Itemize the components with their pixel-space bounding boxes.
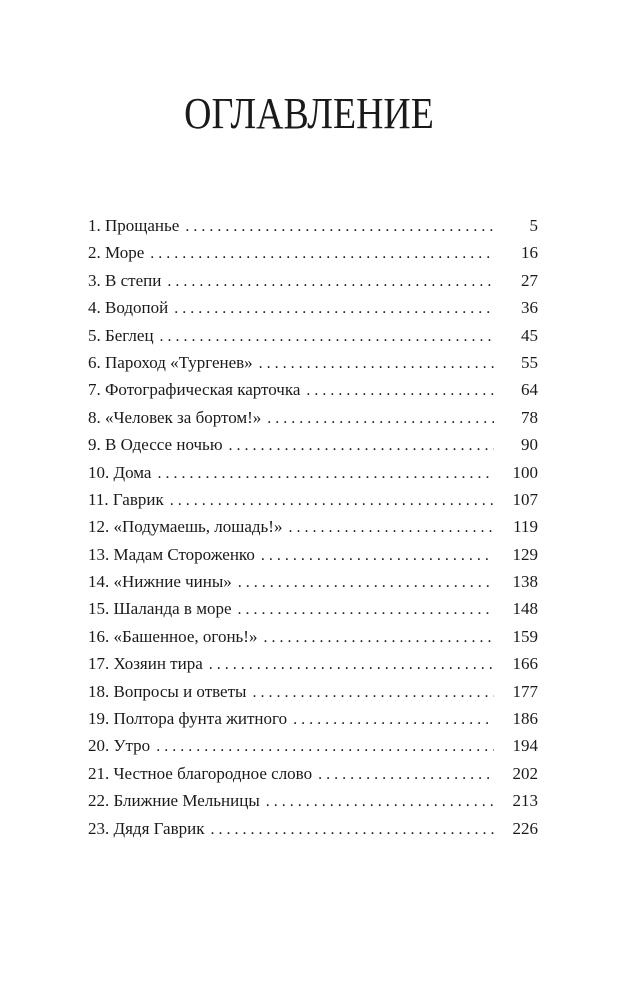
toc-entry-page-number: 100: [512, 462, 538, 482]
toc-entry-page-number: 16: [521, 243, 538, 263]
toc-entry-title: 22. Ближние Мельницы: [88, 791, 260, 811]
dot-leader: [261, 542, 494, 569]
toc-entry-page-number: 138: [512, 572, 538, 592]
toc-entry: [88, 568, 538, 595]
dot-leader: [185, 213, 494, 240]
toc-entry-title: 18. Вопросы и ответы: [88, 681, 247, 701]
toc-entry: [88, 595, 538, 622]
toc-entry-page-number: 107: [512, 489, 538, 509]
toc-entry-title: 14. «Нижние чины»: [88, 572, 232, 592]
dot-leader: [150, 240, 494, 267]
dot-leader: [238, 596, 495, 623]
toc-entry: [88, 267, 538, 294]
dot-leader: [259, 350, 494, 377]
toc-entry-page-number: 5: [529, 216, 538, 235]
dot-leader: [209, 651, 494, 678]
toc-entry: [88, 541, 538, 568]
toc-entry-title: 15. Шаланда в море: [88, 599, 232, 619]
toc-entry-page-number: 213: [512, 791, 538, 811]
dot-leader: [306, 377, 494, 404]
toc-entry: [88, 431, 538, 458]
toc-entry: [88, 787, 538, 814]
toc-entry-title: 1. Прощанье: [88, 216, 180, 235]
toc-entry-title: 2. Море: [88, 243, 145, 263]
toc-entry-title: 13. Мадам Стороженко: [88, 544, 255, 564]
toc-entry-title: 4. Водопой: [88, 298, 169, 318]
toc-entry-title: 8. «Человек за бортом!»: [88, 407, 262, 427]
toc-entry-title: 5. Беглец: [88, 325, 154, 345]
toc-entry-title: 3. В степи: [88, 270, 162, 290]
toc-entry-title: 19. Полтора фунта житного: [88, 709, 288, 729]
toc-entry-title: 6. Пароход «Тургенев»: [88, 352, 253, 372]
toc-entry: [88, 322, 538, 349]
dot-leader: [174, 295, 494, 322]
toc-entry-title: 12. «Подумаешь, лошадь!»: [88, 517, 283, 537]
toc-entry-page-number: 166: [512, 654, 538, 674]
dot-leader: [266, 788, 494, 815]
toc-entry-title: 7. Фотографическая карточка: [88, 380, 301, 400]
toc-entry-page-number: 202: [512, 763, 538, 783]
toc-entry: [88, 678, 538, 705]
toc-entry-page-number: 45: [521, 325, 538, 345]
dot-leader: [293, 706, 494, 733]
toc-entry: [88, 404, 538, 431]
toc-entry-page-number: 64: [521, 380, 538, 400]
toc-entry-title: 11. Гаврик: [88, 489, 164, 509]
toc-entry-page-number: 119: [513, 517, 538, 537]
toc-entry: [88, 650, 538, 677]
toc-entry: [88, 513, 538, 540]
toc-entry-title: 23. Дядя Гаврик: [88, 818, 205, 838]
toc-entry: [88, 239, 538, 266]
toc-entry-title: 17. Хозяин тира: [88, 654, 203, 674]
toc-entry: [88, 732, 538, 759]
toc-entry-page-number: 129: [512, 544, 538, 564]
toc-entry: [88, 294, 538, 321]
toc-entry-title: 10. Дома: [88, 462, 152, 482]
toc-entry-page-number: 55: [521, 352, 538, 372]
toc-entry-page-number: 159: [512, 626, 538, 646]
dot-leader: [157, 460, 494, 487]
dot-leader: [263, 624, 494, 651]
toc-entry-page-number: 177: [512, 681, 538, 701]
toc-entry-title: 9. В Одессе ночью: [88, 435, 223, 455]
toc-entry-page-number: 90: [521, 435, 538, 455]
dot-leader: [160, 323, 494, 350]
toc-entry: [88, 815, 538, 842]
dot-leader: [210, 816, 494, 843]
toc-entry: [88, 486, 538, 513]
toc-entry: [88, 212, 538, 239]
toc-entry: [88, 376, 538, 403]
toc-entry: [88, 623, 538, 650]
dot-leader: [167, 268, 494, 295]
toc-entry: [88, 705, 538, 732]
toc-entry-title: 20. Утро: [88, 736, 151, 756]
dot-leader: [252, 679, 494, 706]
toc-entry-title: 16. «Башенное, огонь!»: [88, 626, 258, 646]
toc-entry: [88, 459, 538, 486]
toc-entry-title: 21. Честное благородное слово: [88, 763, 313, 783]
page-title: ОГЛАВЛЕНИЕ: [184, 89, 434, 138]
toc-entry-page-number: 36: [521, 298, 538, 318]
toc-entry-page-number: 186: [512, 709, 538, 729]
dot-leader: [238, 569, 494, 596]
toc-entry-page-number: 194: [512, 736, 538, 756]
toc-entry-page-number: 226: [512, 818, 538, 838]
dot-leader: [267, 405, 494, 432]
toc-entry-page-number: 27: [521, 270, 538, 290]
toc-entry: [88, 760, 538, 787]
dot-leader: [318, 761, 494, 788]
toc-entry-page-number: 78: [521, 407, 538, 427]
dot-leader: [170, 487, 494, 514]
toc-entry-page-number: 148: [512, 599, 538, 619]
table-of-contents: [88, 212, 538, 842]
dot-leader: [229, 432, 494, 459]
dot-leader: [156, 733, 494, 760]
toc-entry: [88, 349, 538, 376]
dot-leader: [288, 514, 494, 541]
